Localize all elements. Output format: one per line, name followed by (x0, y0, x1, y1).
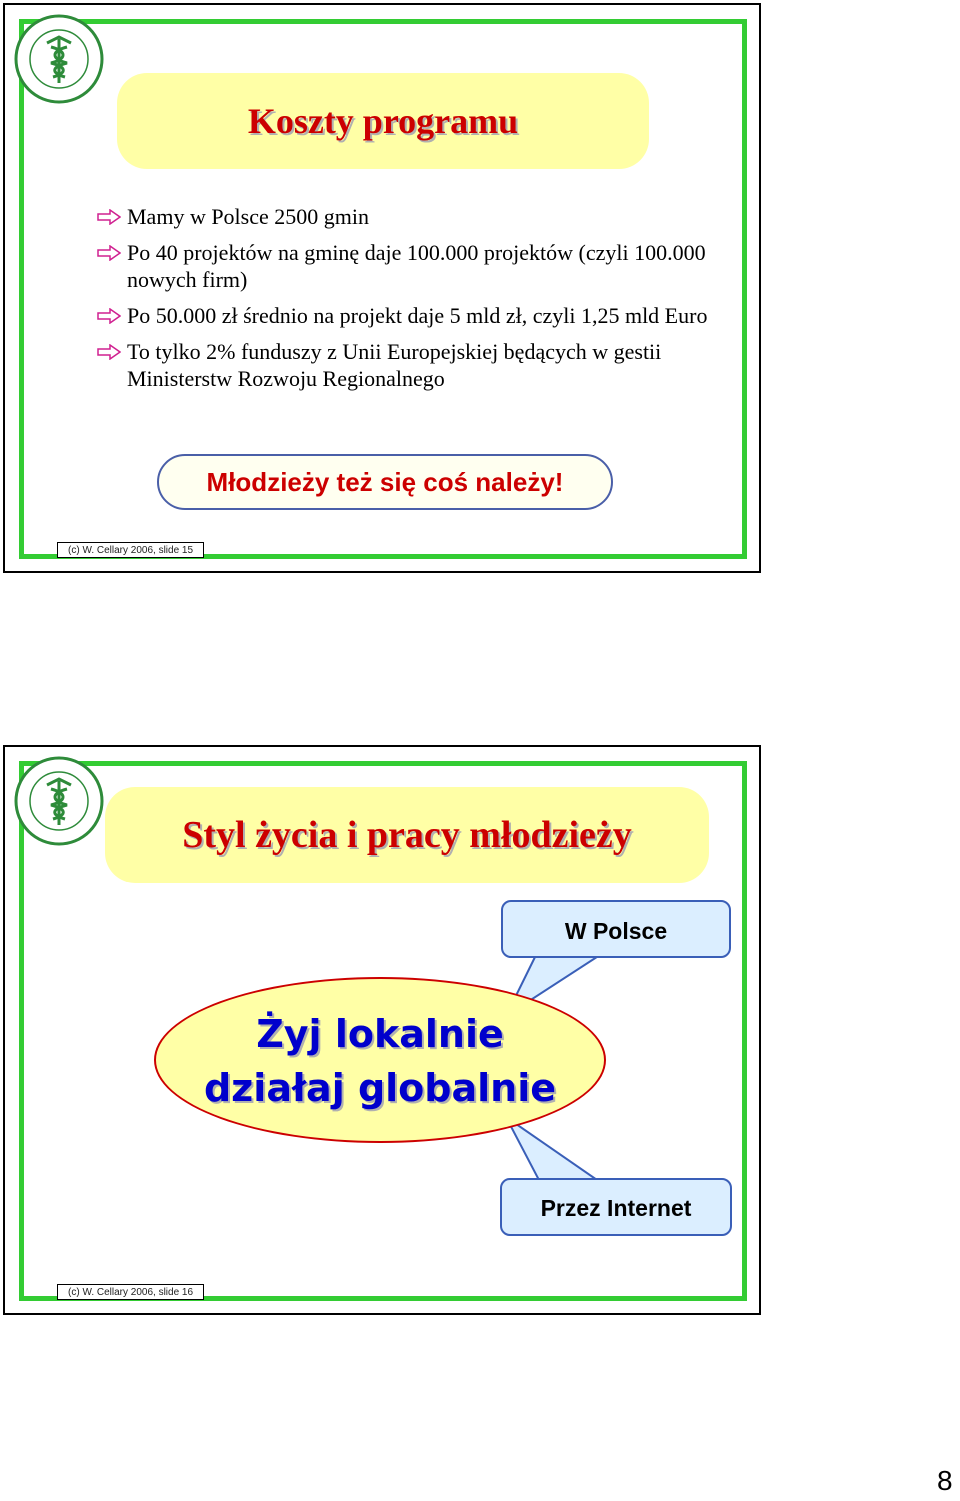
university-logo-icon (13, 13, 105, 105)
slide-title: Koszty programu (117, 73, 649, 169)
slide-footer: (c) W. Cellary 2006, slide 15 (57, 542, 204, 558)
arrow-right-icon (97, 209, 121, 225)
list-item (97, 203, 737, 230)
arrow-right-icon (97, 344, 121, 360)
list-item (97, 338, 737, 392)
arrow-right-icon (97, 245, 121, 261)
callout-w-polsce: W Polsce (501, 900, 731, 958)
slide-footer: (c) W. Cellary 2006, slide 16 (57, 1284, 204, 1300)
motto-line-1: Żyj lokalnie (256, 1012, 504, 1056)
university-logo-icon (13, 755, 105, 847)
bullet-text: Po 40 projektów na gminę daje 100.000 projektów (czyli 100.000 nowych firm) (127, 240, 706, 292)
bullet-text: Po 50.000 zł średnio na projekt daje 5 mld zł, czyli 1,25 mld Euro (127, 303, 708, 328)
page-number: 8 (937, 1465, 953, 1496)
bullet-list (97, 203, 737, 401)
list-item (97, 302, 737, 329)
list-item (97, 239, 737, 293)
highlight-box: Młodzieży też się coś należy! (157, 454, 613, 510)
callout-przez-internet: Przez Internet (500, 1178, 732, 1236)
slide-title: Styl życia i pracy młodzieży (105, 787, 709, 883)
bullet-text: Mamy w Polsce 2500 gmin (127, 204, 369, 229)
arrow-right-icon (97, 308, 121, 324)
motto-oval (154, 977, 606, 1143)
bullet-text: To tylko 2% funduszy z Unii Europejskiej będących w gestii Ministerstw Rozwoju Regionalnego (127, 339, 662, 391)
slide-15 (3, 3, 761, 573)
motto-line-2: działaj globalnie (203, 1066, 557, 1110)
